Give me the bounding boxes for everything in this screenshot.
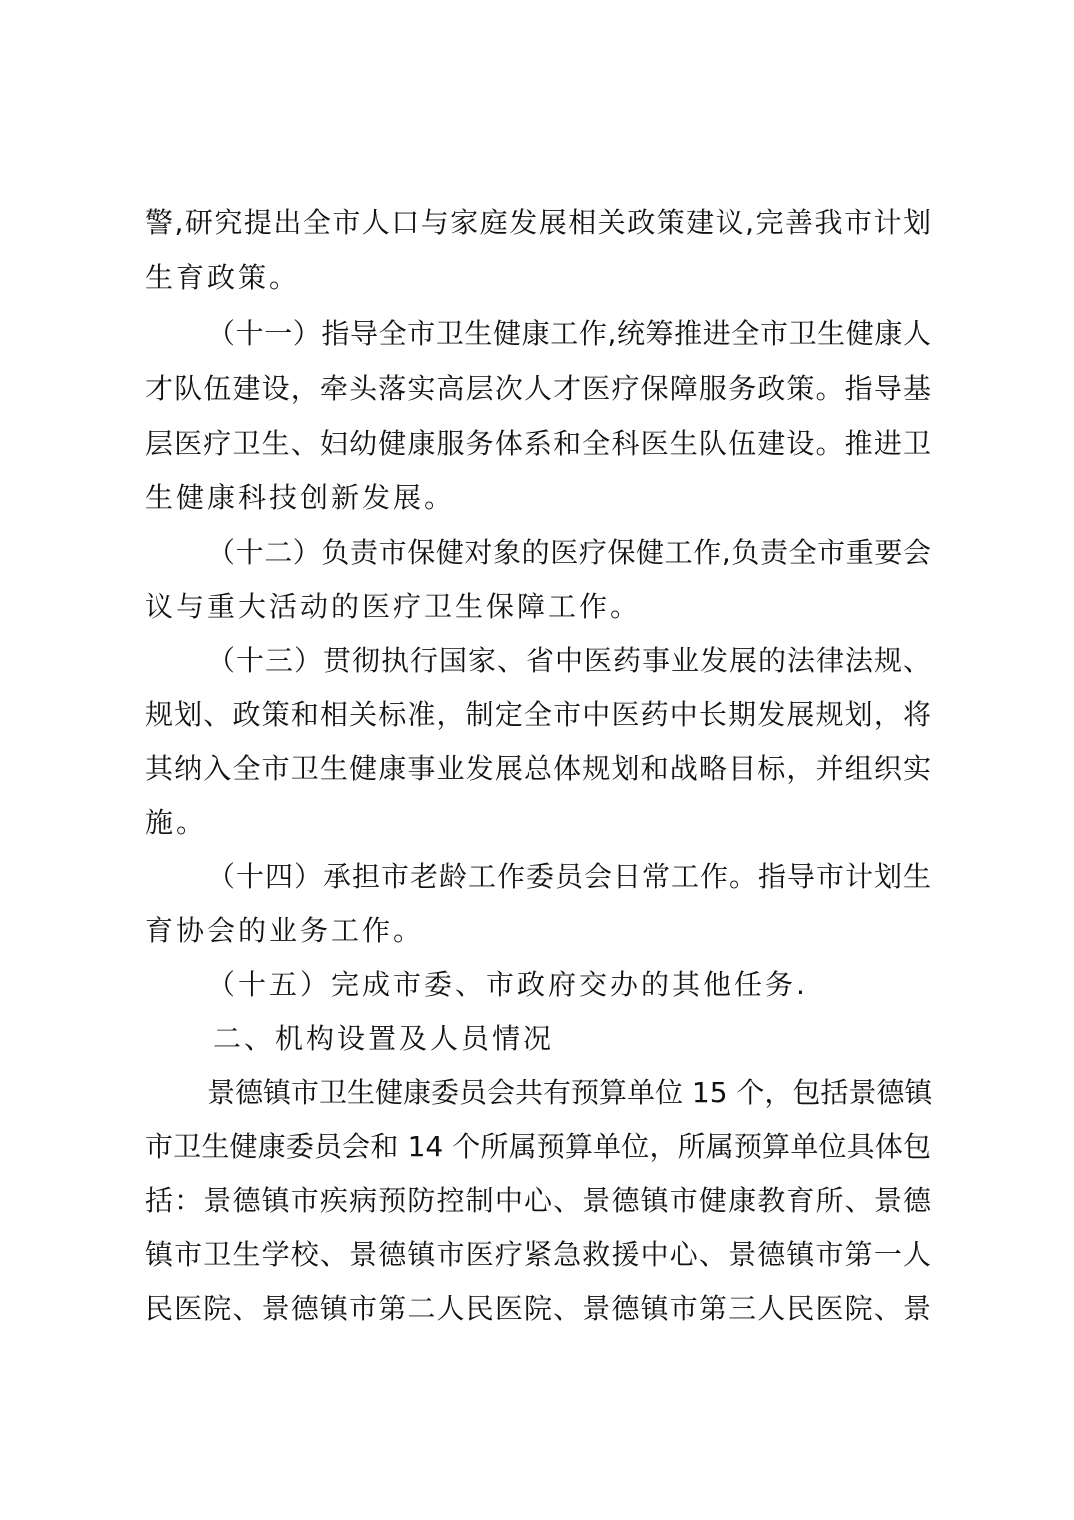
paragraph-line: 镇市卫生学校、景德镇市医疗紧急救援中心、景德镇市第一人 bbox=[145, 1238, 931, 1271]
paragraph-line: 层医疗卫生、妇幼健康服务体系和全科医生队伍建设。推进卫 bbox=[145, 427, 931, 460]
paragraph-line: （十三）贯彻执行国家、省中医药事业发展的法律法规、 bbox=[207, 644, 931, 677]
paragraph-line: 市卫生健康委员会和 14 个所属预算单位，所属预算单位具体包 bbox=[145, 1130, 931, 1163]
paragraph-line: 生育政策。 bbox=[145, 261, 301, 294]
paragraph-line: 其纳入全市卫生健康事业发展总体规划和战略目标，并组织实 bbox=[145, 752, 931, 785]
paragraph-line: 施。 bbox=[145, 806, 208, 839]
paragraph-line: （十一）指导全市卫生健康工作,统筹推进全市卫生健康人 bbox=[207, 317, 931, 350]
paragraph-line: 括：景德镇市疾病预防控制中心、景德镇市健康教育所、景德 bbox=[145, 1184, 931, 1217]
paragraph-line: （十二）负责市保健对象的医疗保健工作,负责全市重要会 bbox=[207, 536, 931, 569]
paragraph-line: （十五）完成市委、市政府交办的其他任务. bbox=[207, 968, 808, 1001]
paragraph-line: 才队伍建设，牵头落实高层次人才医疗保障服务政策。指导基 bbox=[145, 372, 931, 405]
paragraph-line: 生健康科技创新发展。 bbox=[145, 481, 456, 514]
paragraph-line: （十四）承担市老龄工作委员会日常工作。指导市计划生 bbox=[207, 860, 931, 893]
paragraph-line: 警,研究提出全市人口与家庭发展相关政策建议,完善我市计划 bbox=[145, 206, 931, 239]
paragraph-line: 民医院、景德镇市第二人民医院、景德镇市第三人民医院、景 bbox=[145, 1292, 931, 1325]
paragraph-line: 景德镇市卫生健康委员会共有预算单位 15 个，包括景德镇 bbox=[207, 1076, 933, 1109]
paragraph-line: 规划、政策和相关标准，制定全市中医药中长期发展规划，将 bbox=[145, 698, 931, 731]
paragraph-line: 议与重大活动的医疗卫生保障工作。 bbox=[145, 590, 642, 623]
section-heading: 二、机构设置及人员情况 bbox=[213, 1022, 555, 1055]
paragraph-line: 育协会的业务工作。 bbox=[145, 914, 425, 947]
